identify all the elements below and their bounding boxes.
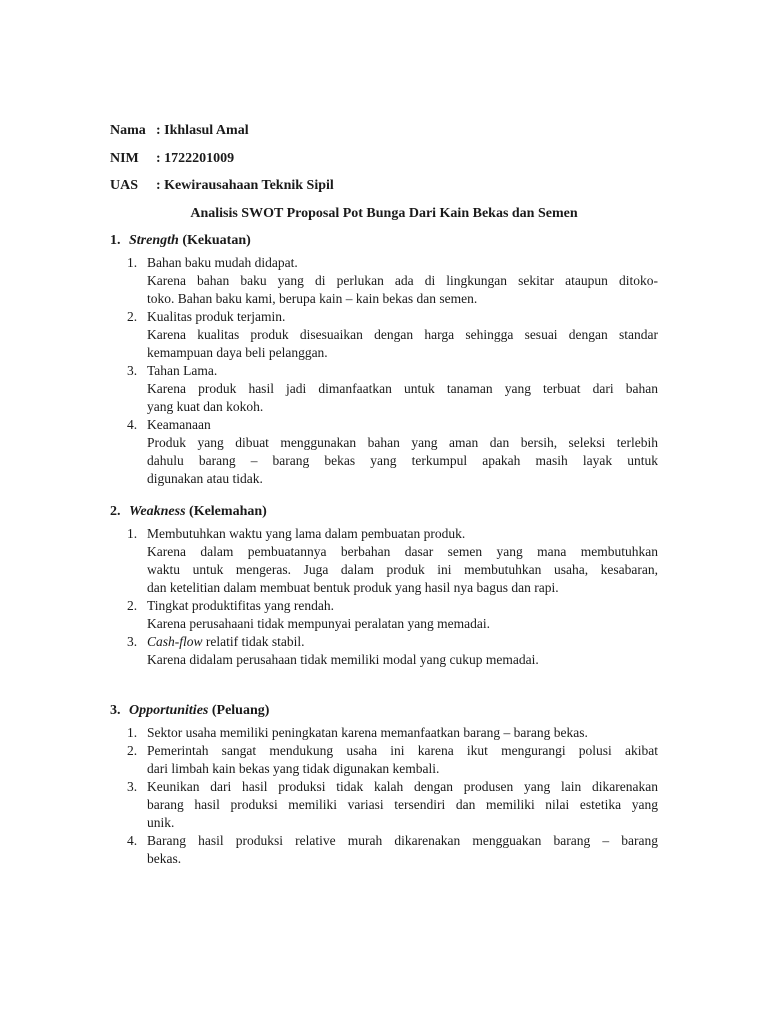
weakness-list <box>110 525 658 669</box>
nama-label: Nama <box>110 123 146 138</box>
list-item: 3. Keunikan dari hasil produksi tidak kalah dengan produsen yang lain dikarenakan barang hasil produksi memiliki variasi tersendiri dan memiliki nilai estetika yang unik. <box>127 779 658 830</box>
list-item: 2. Pemerintah sangat mendukung usaha ini karena ikut mengurangi polusi akibat dari limbah kain bekas yang tidak digunakan kembali. <box>127 743 658 776</box>
document-title: Analisis SWOT Proposal Pot Bunga Dari Kain Bekas dan Semen <box>190 206 578 221</box>
nim-label: NIM <box>110 151 139 166</box>
list-item: 3. Cash-flow relatif tidak stabil. Karena didalam perusahaan tidak memiliki modal yang cukup memadai. <box>127 634 539 667</box>
opportunities-list <box>110 724 658 868</box>
list-item: 1. Sektor usaha memiliki peningkatan karena memanfaatkan barang – barang bekas. <box>127 725 588 740</box>
section-heading: 3. Opportunities (Peluang) <box>110 703 270 718</box>
list-item: 4. Barang hasil produksi relative murah dikarenakan mengguakan barang – barang bekas. <box>127 833 658 866</box>
nama-value: : Ikhlasul Amal <box>156 123 249 138</box>
list-item: 1. Bahan baku mudah didapat. Karena bahan baku yang di perlukan ada di lingkungan sekitar ataupun ditoko- toko. Bahan baku kami, berupa kain – kain bekas dan semen. <box>127 255 658 306</box>
list-item: 2. Kualitas produk terjamin. Karena kualitas produk disesuaikan dengan harga sehingga sesuai dengan standar kemampuan daya beli pelanggan. <box>127 309 658 360</box>
list-item: 1. Membutuhkan waktu yang lama dalam pembuatan produk. Karena dalam pembuatannya berbahan dasar semen yang mana membutuhkan waktu untuk mengeras. Juga dalam produk ini membutuhkan usaha, kesabaran, dan ketelitian dalam membuat bentuk produk yang hasil nya bagus dan rapi. <box>127 526 658 595</box>
list-item: 3. Tahan Lama. Karena produk hasil jadi dimanfaatkan untuk tanaman yang terbuat dari bahan yang kuat dan kokoh. <box>127 363 658 414</box>
section-weakness <box>110 503 658 669</box>
section-heading: 1. Strength (Kekuatan) <box>110 233 251 248</box>
section-heading: 2. Weakness (Kelemahan) <box>110 504 267 519</box>
header-uas <box>110 177 334 195</box>
list-item: 4. Keamanaan Produk yang dibuat menggunakan bahan yang aman dan bersih, seleksi terlebih dahulu barang – barang bekas yang terkumpul apakah masih layak untuk digunakan atau tidak. <box>127 417 658 486</box>
uas-label: UAS <box>110 178 139 193</box>
list-item: 2. Tingkat produktifitas yang rendah. Karena perusahaani tidak mempunyai peralatan yang memadai. <box>127 598 490 631</box>
header-nim <box>110 150 235 168</box>
section-opportunities <box>110 702 658 868</box>
strength-list <box>110 254 658 488</box>
section-strength <box>110 232 658 488</box>
nim-value: : 1722201009 <box>156 151 235 166</box>
uas-value: : Kewirausahaan Teknik Sipil <box>156 178 334 193</box>
header-nama <box>110 122 249 140</box>
